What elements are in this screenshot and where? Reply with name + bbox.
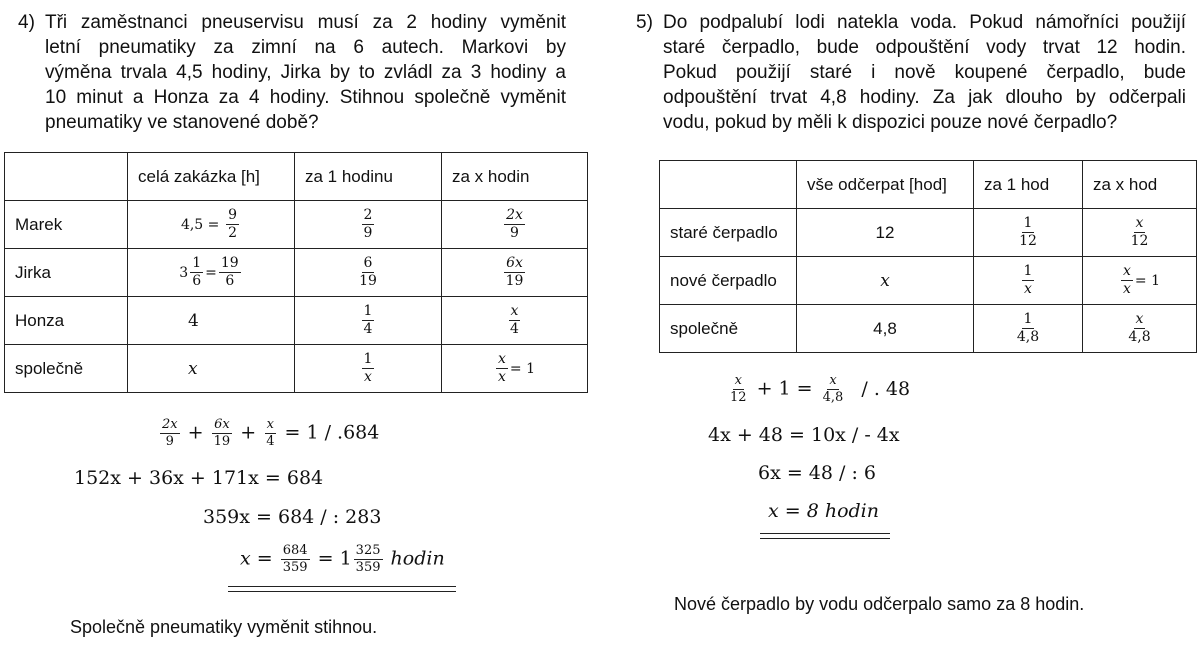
fraction: $\frac{1}{4}$ xyxy=(363,303,373,337)
problem-number: 5) xyxy=(636,12,653,33)
conclusion: Nové čerpadlo by vodu odčerpalo samo za 8 hodin. xyxy=(674,594,1085,614)
fraction: $\frac{6x}{19}$ xyxy=(213,417,231,449)
table-corner xyxy=(660,161,797,209)
problem-number: 4) xyxy=(18,12,35,33)
fraction: $\frac{6x}{19}$ xyxy=(505,255,524,289)
fraction: $\frac{x}{4,8}$ xyxy=(1128,311,1151,345)
row-label: Marek xyxy=(5,201,128,249)
cell-total: x xyxy=(128,345,295,393)
problem-line: staré čerpadlo, bude odpouštění vody trvat 12 hodin. xyxy=(663,37,1186,58)
result-underline xyxy=(228,586,456,592)
cell-one-hour xyxy=(295,201,442,249)
cell-x-hours: $\frac{x}{x}$ = 1 xyxy=(442,345,588,393)
fraction: $\frac{x}{x}$ xyxy=(498,351,506,385)
equation-4: x = $\frac{684}{359}$ = 1 $\frac{325}{359}$ hodin xyxy=(240,543,445,575)
cell-x-hours xyxy=(1083,209,1197,257)
fraction: $\frac{684}{359}$ xyxy=(282,543,308,575)
equation-2: 4x + 48 = 10x / - 4x xyxy=(708,424,900,446)
table-row xyxy=(660,257,1197,305)
problem-5-text xyxy=(636,10,1186,140)
cell-one-hour xyxy=(295,249,442,297)
problem-line: 10 minut a Honza za 4 hodiny. Stihnou společně vyměnit xyxy=(45,87,566,108)
problem-line: Do podpalubí lodi natekla voda. Pokud námořníci použijí xyxy=(663,12,1186,33)
problem-line: letní pneumatiky za zimní na 6 autech. Markovi by xyxy=(45,37,566,58)
column-header: za x hodin xyxy=(442,153,588,201)
cell-one-hour xyxy=(974,305,1083,353)
problem-line: Tři zaměstnanci pneuservisu musí za 2 hodiny vyměnit xyxy=(45,12,566,33)
cell-one-hour xyxy=(295,297,442,345)
conclusion: Společně pneumatiky vyměnit stihnou. xyxy=(70,617,378,637)
column-header: vše odčerpat [hod] xyxy=(797,161,974,209)
fraction: $\frac{x}{4,8}$ xyxy=(822,373,844,405)
cell-total: 4,5 = $\frac{9}{2}$ xyxy=(128,201,295,249)
fraction: $\frac{x}{12}$ xyxy=(1130,215,1149,249)
equation-1: $\frac{2x}{9}$ + $\frac{6x}{19}$ + $\frac{x}{4}$ = 1 / .684 xyxy=(162,417,380,449)
fraction: $\frac{9}{2}$ xyxy=(228,207,238,241)
problem-4-text xyxy=(18,10,566,140)
fraction: $\frac{2x}{9}$ xyxy=(162,417,178,449)
fraction: $\frac{6}{19}$ xyxy=(359,255,377,289)
column-header: za x hod xyxy=(1083,161,1197,209)
equation-3: 6x = 48 / : 6 xyxy=(758,462,876,484)
fraction: $\frac{1}{4,8}$ xyxy=(1016,311,1040,345)
problem-line: výměna trvala 4,5 hodiny, Jirka by to zvládl za 3 hodiny a xyxy=(45,62,566,83)
result-underline xyxy=(760,533,890,539)
fraction: $\frac{x}{4}$ xyxy=(510,303,519,337)
fraction: $\frac{x}{x}$ xyxy=(1123,263,1131,297)
cell-total: 4 xyxy=(128,297,295,345)
problem-line: vodu, pokud by měli k dispozici pouze nové čerpadlo? xyxy=(663,112,1118,133)
table-row xyxy=(5,297,588,345)
equation-3: 359x = 684 / : 283 xyxy=(203,506,382,528)
problem-line: odpouštění trvat 4,8 hodiny. Za jak dlouho by odčerpali xyxy=(663,87,1186,108)
row-label: staré čerpadlo xyxy=(660,209,797,257)
cell-one-hour xyxy=(295,345,442,393)
equation-4: x = 8 hodin xyxy=(768,500,879,522)
cell-x-hours xyxy=(442,297,588,345)
row-label: společně xyxy=(5,345,128,393)
table-row xyxy=(5,249,588,297)
row-label: Honza xyxy=(5,297,128,345)
table-row xyxy=(5,201,588,249)
cell-x-hours: $\frac{x}{x}$ = 1 xyxy=(1083,257,1197,305)
table-row xyxy=(660,305,1197,353)
equation-1: $\frac{x}{12}$ + 1 = $\frac{x}{4,8}$ / . 48 xyxy=(730,373,911,405)
cell-total: 4,8 xyxy=(797,305,974,353)
fraction: $\frac{x}{12}$ xyxy=(730,373,747,405)
table-row xyxy=(5,345,588,393)
row-label: společně xyxy=(660,305,797,353)
table-corner xyxy=(5,153,128,201)
cell-total: 12 xyxy=(797,209,974,257)
fraction: $\frac{19}{6}$ xyxy=(220,255,239,289)
cell-x-hours xyxy=(442,201,588,249)
cell-total: x xyxy=(797,257,974,305)
fraction: $\frac{1}{x}$ xyxy=(1023,263,1033,297)
fraction: $\frac{1}{6}$ xyxy=(192,255,202,289)
fraction: $\frac{1}{12}$ xyxy=(1019,215,1037,249)
table-row xyxy=(660,209,1197,257)
problem-line: pneumatiky ve stanovené době? xyxy=(45,112,319,133)
equation-2: 152x + 36x + 171x = 684 xyxy=(74,467,324,489)
problem-4-table xyxy=(4,152,588,393)
cell-x-hours xyxy=(1083,305,1197,353)
column-header: za 1 hodinu xyxy=(295,153,442,201)
row-label: nové čerpadlo xyxy=(660,257,797,305)
fraction: $\frac{2}{9}$ xyxy=(363,207,373,241)
fraction: $\frac{1}{x}$ xyxy=(363,351,373,385)
cell-one-hour xyxy=(974,257,1083,305)
cell-total: 3 $\frac{1}{6}$ = $\frac{19}{6}$ xyxy=(128,249,295,297)
fraction: $\frac{2x}{9}$ xyxy=(506,207,523,241)
row-label: Jirka xyxy=(5,249,128,297)
column-header: celá zakázka [h] xyxy=(128,153,295,201)
fraction: $\frac{325}{359}$ xyxy=(355,543,381,575)
problem-line: Pokud použijí staré i nově koupené čerpadlo, bude xyxy=(663,62,1186,83)
cell-x-hours xyxy=(442,249,588,297)
column-header: za 1 hod xyxy=(974,161,1083,209)
cell-one-hour xyxy=(974,209,1083,257)
problem-5-table xyxy=(659,160,1197,353)
fraction: $\frac{x}{4}$ xyxy=(266,417,275,449)
